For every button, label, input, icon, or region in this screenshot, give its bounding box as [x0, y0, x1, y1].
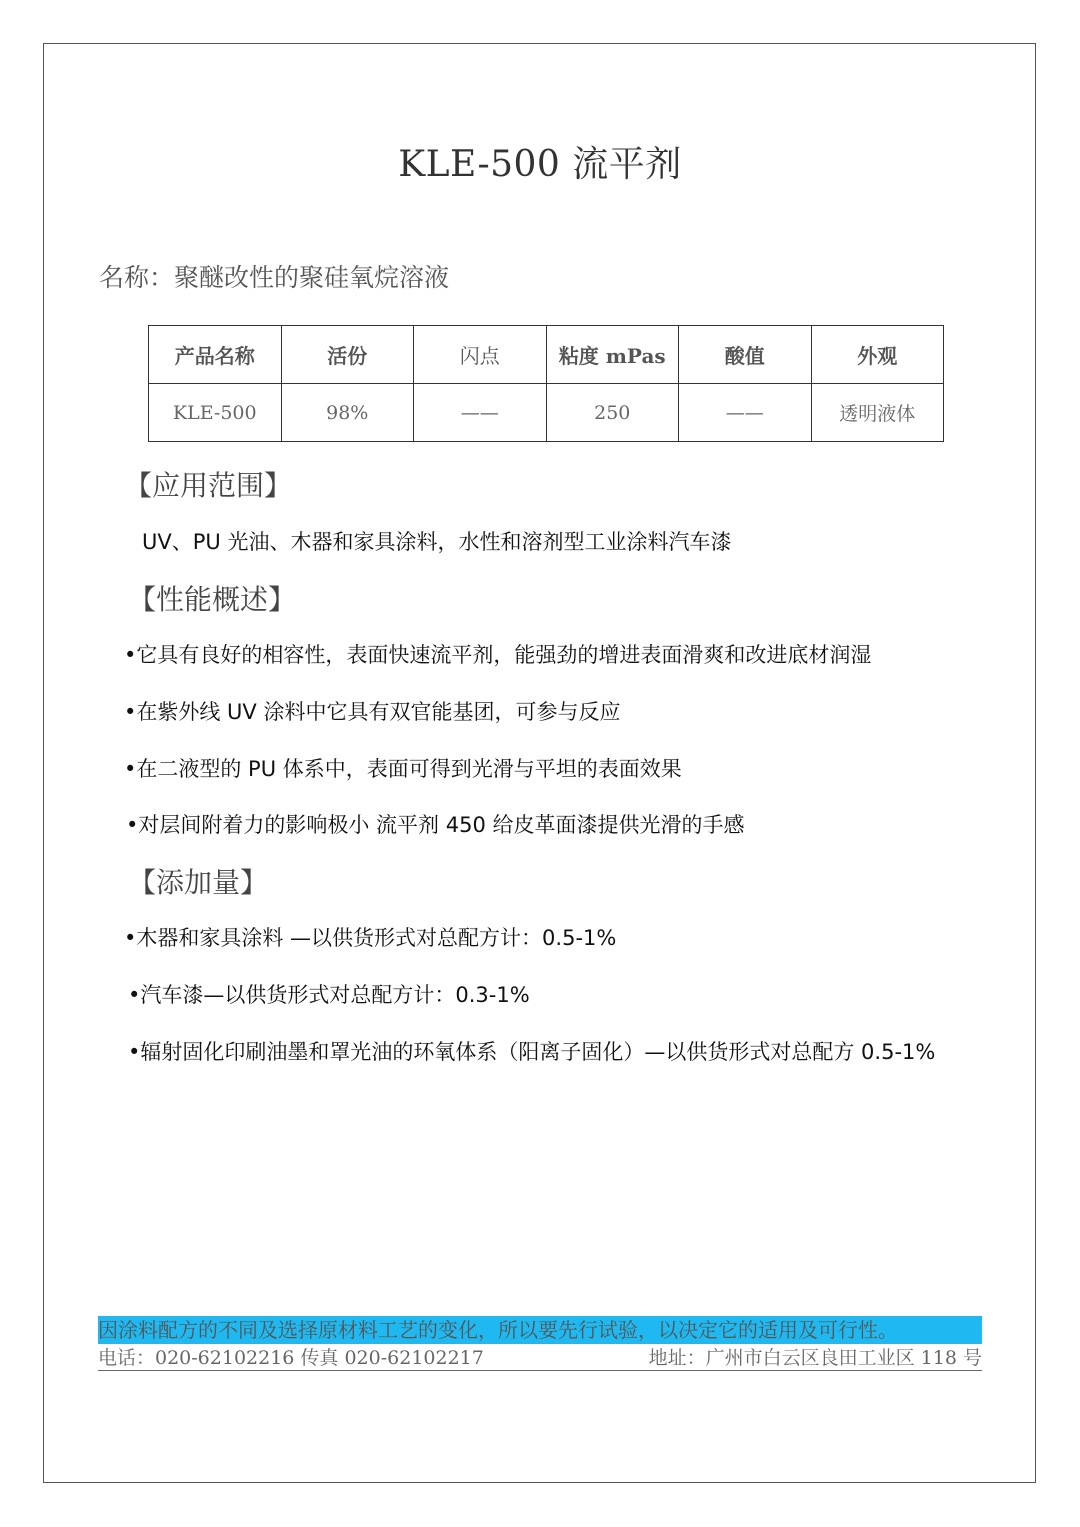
cell-flash-point: ——	[414, 384, 547, 442]
footer-phone-fax: 电话：020-62102216 传真 020-62102217	[98, 1347, 484, 1369]
header-active-content: 活份	[281, 326, 414, 384]
application-line: UV、PU 光油、木器和家具涂料，水性和溶剂型工业涂料汽车漆	[142, 530, 732, 554]
header-viscosity: 粘度 mPas	[546, 326, 679, 384]
footer-contact	[98, 1346, 982, 1371]
header-flash-point: 闪点	[414, 326, 547, 384]
performance-line-4: •对层间附着力的影响极小 流平剂 450 给皮革面漆提供光滑的手感	[126, 813, 745, 837]
footer-address: 地址：广州市白云区良田工业区 118 号	[648, 1347, 982, 1369]
dosage-line-3: •辐射固化印刷油墨和罩光油的环氧体系（阳离子固化）—以供货形式对总配方 0.5-1%	[128, 1040, 936, 1064]
cell-acid-value: ——	[679, 384, 812, 442]
cell-viscosity: 250	[546, 384, 679, 442]
document-title: KLE-500 流平剂	[398, 144, 682, 185]
performance-heading: 【性能概述】	[128, 583, 297, 616]
header-acid-value: 酸值	[679, 326, 812, 384]
performance-line-2: •在紫外线 UV 涂料中它具有双官能基团，可参与反应	[124, 700, 621, 724]
dosage-line-2: •汽车漆—以供货形式对总配方计：0.3-1%	[128, 983, 530, 1007]
footer-disclaimer: 因涂料配方的不同及选择原材料工艺的变化，所以要先行试验，以决定它的适用及可行性。	[98, 1316, 982, 1344]
spec-table-header-row	[149, 326, 944, 384]
spec-table-row	[149, 384, 944, 442]
cell-appearance: 透明液体	[811, 384, 944, 442]
application-heading: 【应用范围】	[124, 469, 293, 502]
performance-line-3: •在二液型的 PU 体系中，表面可得到光滑与平坦的表面效果	[124, 757, 682, 781]
header-product-name: 产品名称	[149, 326, 282, 384]
header-appearance: 外观	[811, 326, 944, 384]
product-name-line: 名称：聚醚改性的聚硅氧烷溶液	[99, 263, 450, 292]
dosage-heading: 【添加量】	[128, 866, 269, 899]
dosage-line-1: •木器和家具涂料 —以供货形式对总配方计：0.5-1%	[124, 926, 617, 950]
cell-product-name: KLE-500	[149, 384, 282, 442]
spec-table	[148, 325, 944, 442]
performance-line-1: •它具有良好的相容性，表面快速流平剂，能强劲的增进表面滑爽和改进底材润湿	[124, 643, 872, 667]
cell-active-content: 98%	[281, 384, 414, 442]
